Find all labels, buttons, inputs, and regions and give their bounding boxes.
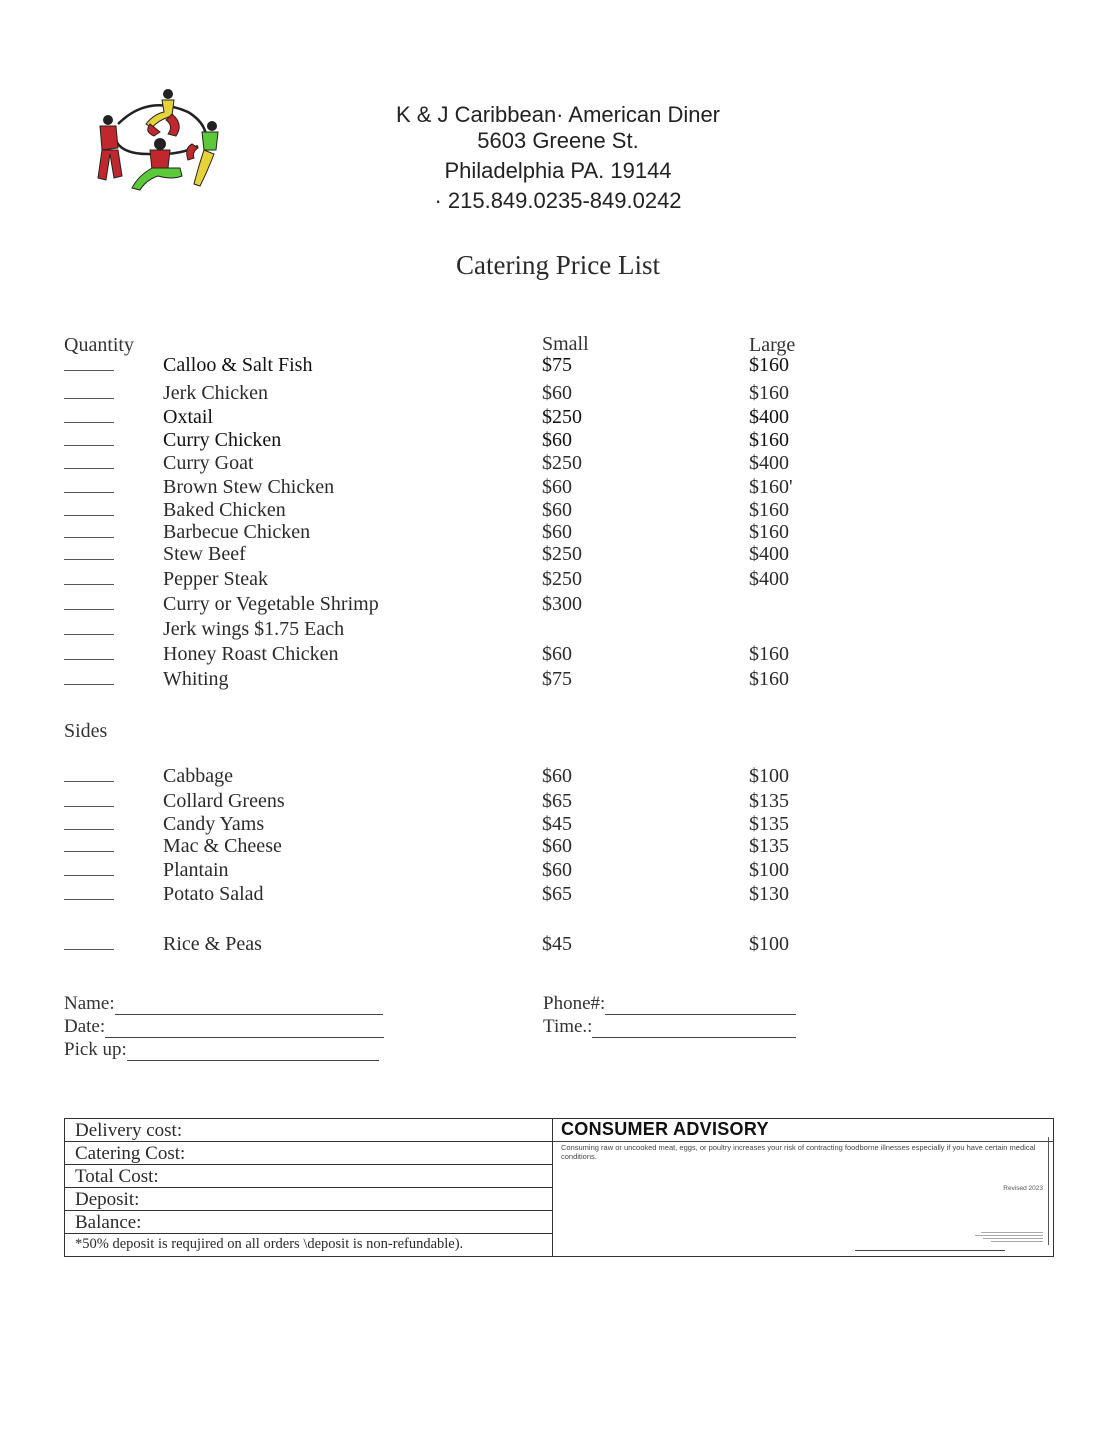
quantity-blank[interactable]: [64, 781, 114, 782]
quantity-blank[interactable]: [64, 949, 114, 950]
phone-input-line[interactable]: [605, 998, 796, 1015]
quantity-blank[interactable]: [64, 559, 114, 560]
menu-row: [0, 499, 1118, 523]
large-column-label: Large: [749, 334, 796, 356]
item-name: Curry or Vegetable Shrimp: [163, 593, 379, 615]
large-price: $135: [749, 835, 789, 857]
advisory-revised-date: Revised 2023: [1003, 1185, 1043, 1192]
menu-row: [0, 543, 1118, 567]
item-name: Curry Goat: [163, 452, 254, 474]
pickup-input-line[interactable]: [127, 1044, 379, 1061]
item-name: Curry Chicken: [163, 429, 282, 451]
large-price: $400: [749, 543, 789, 565]
deposit-note: *50% deposit is requjired on all orders \deposit is non-refundable).: [75, 1236, 464, 1252]
time-field[interactable]: [543, 1015, 796, 1038]
item-name: Rice & Peas: [163, 933, 262, 955]
small-price: $250: [542, 406, 582, 428]
quantity-blank[interactable]: [64, 684, 114, 685]
item-name: Plantain: [163, 859, 229, 881]
menu-row: [0, 765, 1118, 789]
large-price: $130: [749, 883, 789, 905]
pickup-label: Pick up:: [64, 1039, 127, 1060]
small-price: $60: [542, 382, 572, 404]
menu-row: [0, 354, 1118, 378]
large-price: $400: [749, 406, 789, 428]
quantity-blank[interactable]: [64, 515, 114, 516]
small-price: $65: [542, 883, 572, 905]
large-price: $160: [749, 499, 789, 521]
menu-row: [0, 643, 1118, 667]
small-price: $75: [542, 668, 572, 690]
cost-table: [65, 1119, 553, 1256]
date-label: Date:: [64, 1016, 106, 1037]
consumer-advisory: [553, 1119, 1053, 1256]
large-price: $160: [749, 429, 789, 451]
balance-row[interactable]: Balance:: [65, 1211, 552, 1234]
large-price: $160: [749, 643, 789, 665]
time-label: Time.:: [543, 1016, 593, 1037]
menu-row: [0, 429, 1118, 453]
cost-summary-box: [64, 1118, 1054, 1257]
pickup-field[interactable]: [64, 1038, 379, 1061]
phone-label: Phone#:: [543, 993, 606, 1014]
small-price: $250: [542, 543, 582, 565]
menu-row: [0, 618, 1118, 642]
small-price: $65: [542, 790, 572, 812]
name-input-line[interactable]: [115, 998, 383, 1015]
deposit-row[interactable]: Deposit:: [65, 1188, 552, 1211]
small-price: $60: [542, 835, 572, 857]
small-price: $60: [542, 476, 572, 498]
advisory-signature-line: [855, 1250, 1005, 1251]
advisory-side-rule: [1048, 1137, 1049, 1245]
menu-row: [0, 382, 1118, 406]
restaurant-logo: [88, 84, 228, 200]
name-label: Name:: [64, 993, 115, 1014]
small-price: $45: [542, 813, 572, 835]
dancing-figures-icon: [88, 84, 228, 200]
small-price: $60: [542, 859, 572, 881]
date-input-line[interactable]: [105, 1021, 384, 1038]
advisory-text: Consuming raw or uncooked meat, eggs, or poultry increases your risk of contracting foodborne illnesses especially if you have certain medical conditions.: [561, 1143, 1036, 1161]
menu-row: [0, 476, 1118, 500]
page-title: Catering Price List: [456, 250, 660, 280]
business-name: K & J Caribbean· American Diner: [395, 102, 721, 127]
sides-section-label: Sides: [64, 720, 108, 742]
item-name: Whiting: [163, 668, 229, 690]
menu-row: [0, 790, 1118, 814]
quantity-blank[interactable]: [64, 634, 114, 635]
item-name: Honey Roast Chicken: [163, 643, 339, 665]
large-price: $100: [749, 933, 789, 955]
menu-row: [0, 883, 1118, 907]
small-price: $300: [542, 593, 582, 615]
small-price: $60: [542, 499, 572, 521]
large-price: $160: [749, 521, 789, 543]
large-price: $160: [749, 668, 789, 690]
small-price: $60: [542, 429, 572, 451]
small-price: $250: [542, 452, 582, 474]
quantity-blank[interactable]: [64, 806, 114, 807]
delivery-cost-row[interactable]: Delivery cost:: [65, 1119, 552, 1142]
quantity-blank[interactable]: [64, 370, 114, 371]
item-name: Mac & Cheese: [163, 835, 282, 857]
quantity-blank[interactable]: [64, 537, 114, 538]
quantity-blank[interactable]: [64, 659, 114, 660]
menu-row: [0, 452, 1118, 476]
menu-row: [0, 933, 1118, 957]
business-street: 5603 Greene St.: [477, 128, 639, 153]
small-price: $75: [542, 354, 572, 376]
menu-row: [0, 593, 1118, 617]
large-price: $100: [749, 765, 789, 787]
name-field[interactable]: [64, 992, 383, 1015]
item-name: Jerk wings $1.75 Each: [163, 618, 345, 640]
large-price: $160': [749, 476, 793, 498]
small-price: $60: [542, 643, 572, 665]
business-phone: · 215.849.0235-849.0242: [434, 188, 682, 213]
quantity-blank[interactable]: [64, 875, 114, 876]
quantity-column-label: Quantity: [64, 334, 134, 356]
menu-row: [0, 859, 1118, 883]
catering-cost-row[interactable]: Catering Cost:: [65, 1142, 552, 1165]
menu-row: [0, 521, 1118, 545]
quantity-blank[interactable]: [64, 445, 114, 446]
item-name: Cabbage: [163, 765, 233, 787]
date-field[interactable]: [64, 1015, 384, 1038]
business-city: Philadelphia PA. 19144: [444, 158, 672, 183]
quantity-blank[interactable]: [64, 829, 114, 830]
quantity-blank[interactable]: [64, 398, 114, 399]
menu-row: [0, 668, 1118, 692]
item-name: Candy Yams: [163, 813, 265, 835]
small-price: $250: [542, 568, 582, 590]
item-name: Barbecue Chicken: [163, 521, 311, 543]
large-price: $400: [749, 568, 789, 590]
quantity-blank[interactable]: [64, 851, 114, 852]
advisory-fine-print: [973, 1232, 1043, 1244]
small-price: $60: [542, 765, 572, 787]
small-price: $60: [542, 521, 572, 543]
large-price: $100: [749, 859, 789, 881]
large-price: $160: [749, 354, 789, 376]
item-name: Potato Salad: [163, 883, 264, 905]
item-name: Jerk Chicken: [163, 382, 268, 404]
item-name: Brown Stew Chicken: [163, 476, 335, 498]
item-name: Oxtail: [163, 406, 213, 428]
large-price: $135: [749, 790, 789, 812]
quantity-blank[interactable]: [64, 584, 114, 585]
total-cost-row[interactable]: Total Cost:: [65, 1165, 552, 1188]
small-column-label: Small: [542, 333, 589, 355]
menu-row: [0, 813, 1118, 837]
large-price: $400: [749, 452, 789, 474]
quantity-blank[interactable]: [64, 899, 114, 900]
phone-field[interactable]: [543, 992, 796, 1015]
item-name: Collard Greens: [163, 790, 285, 812]
item-name: Calloo & Salt Fish: [163, 354, 313, 376]
quantity-blank[interactable]: [64, 492, 114, 493]
item-name: Stew Beef: [163, 543, 246, 565]
quantity-blank[interactable]: [64, 609, 114, 610]
menu-row: [0, 568, 1118, 592]
advisory-divider: [553, 1141, 1053, 1142]
item-name: Baked Chicken: [163, 499, 286, 521]
quantity-blank[interactable]: [64, 422, 114, 423]
large-price: $160: [749, 382, 789, 404]
quantity-blank[interactable]: [64, 468, 114, 469]
menu-row: [0, 406, 1118, 430]
small-price: $45: [542, 933, 572, 955]
time-input-line[interactable]: [592, 1021, 796, 1038]
advisory-title: CONSUMER ADVISORY: [561, 1119, 769, 1139]
item-name: Pepper Steak: [163, 568, 268, 590]
large-price: $135: [749, 813, 789, 835]
menu-row: [0, 835, 1118, 859]
